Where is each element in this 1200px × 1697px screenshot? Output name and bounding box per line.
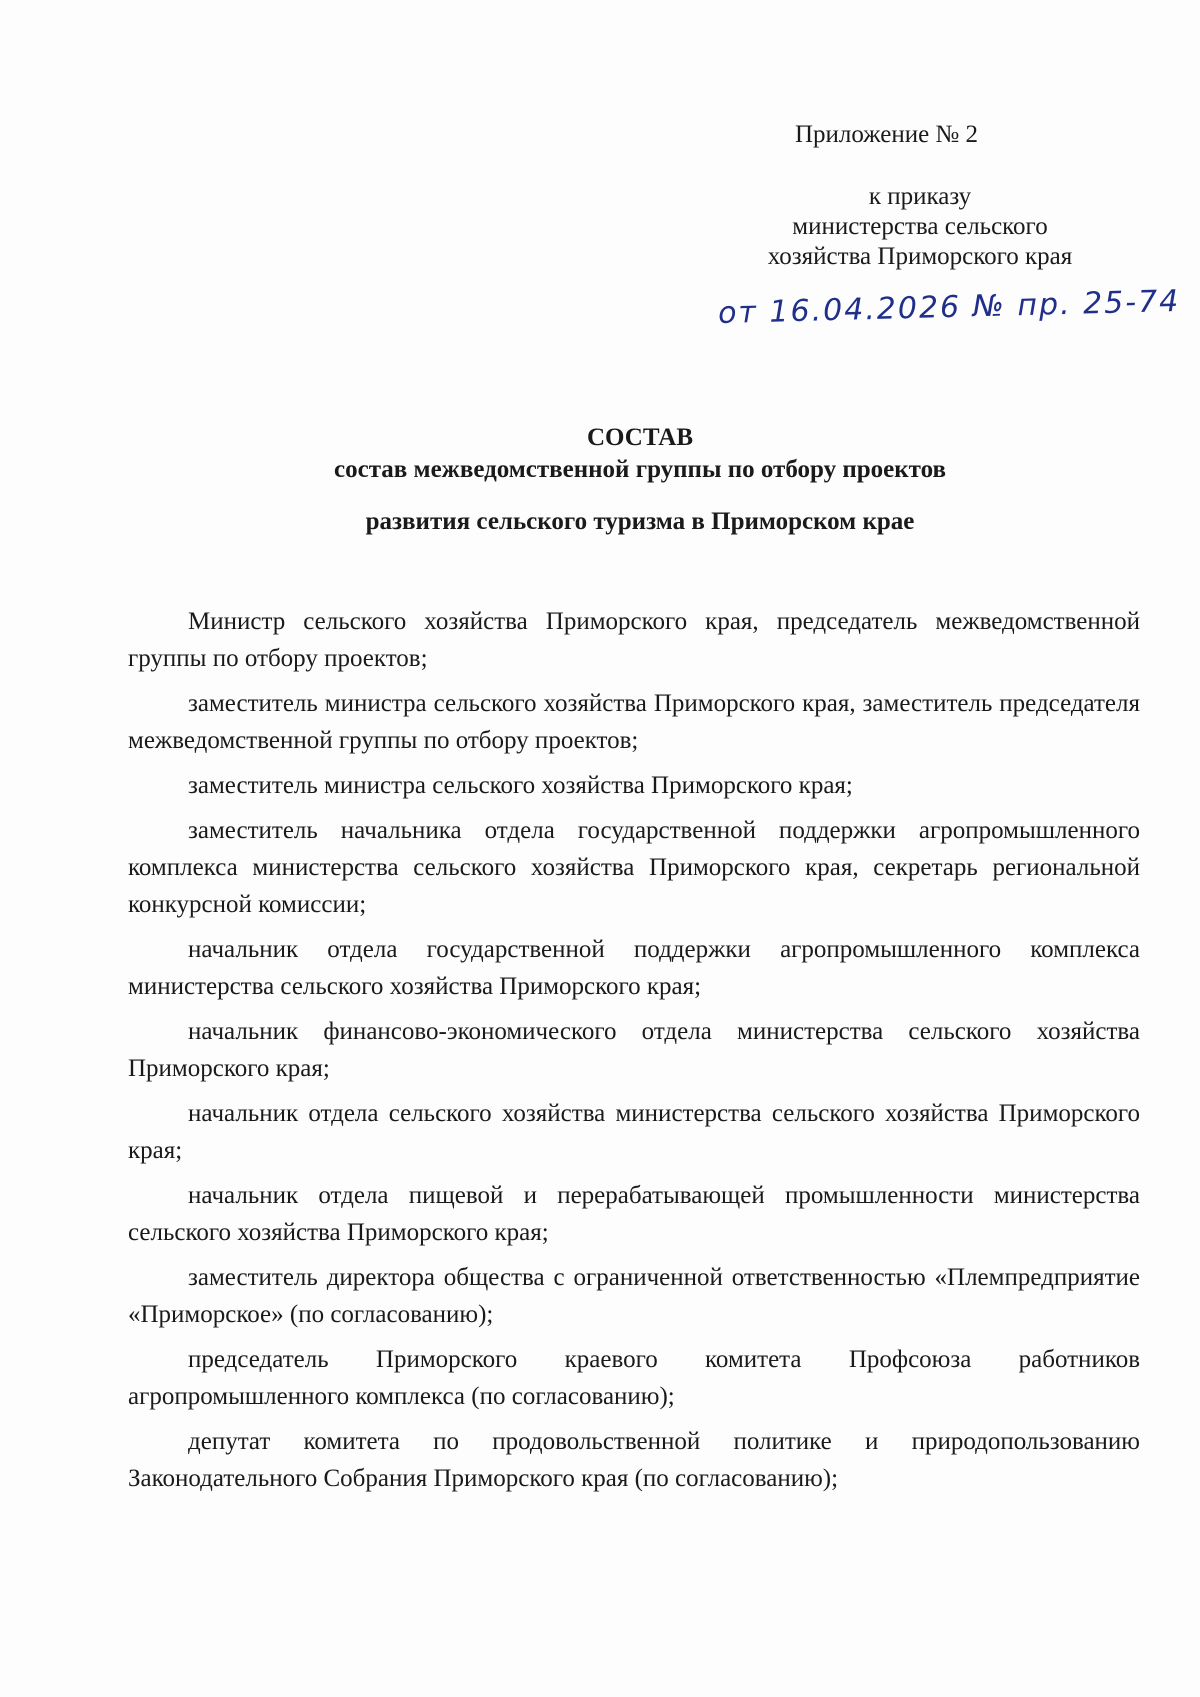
member-item: заместитель начальника отдела государственной поддержки агропромышленного комплекса министерства сельского хозяйства Приморского края, секретарь региональной конкурсной комиссии; — [128, 817, 1140, 918]
title-subtitle-1: состав межведомственной группы по отбору проектов — [334, 456, 946, 483]
order-line-1: к приказу — [868, 183, 972, 210]
member-item: заместитель министра сельского хозяйства Приморского края, заместитель председателя межведомственной группы по отбору проектов; — [128, 690, 1140, 754]
member-item: заместитель министра сельского хозяйства Приморского края; — [188, 772, 853, 799]
order-reference — [700, 182, 1140, 272]
member-item: заместитель директора общества с ограниченной ответственностью «Племпредприятие «Приморское» (по согласованию); — [128, 1264, 1140, 1328]
appendix-number: Приложение № 2 — [795, 121, 979, 148]
member-item: депутат комитета по продовольственной политике и природопользованию Законодательного Собрания Приморского края (по согласованию); — [128, 1428, 1140, 1492]
handwritten-order-date: от 16.04.2026 № пр. 25-74 — [717, 283, 1181, 332]
member-item: начальник отдела пищевой и перерабатывающей промышленности министерства сельского хозяйства Приморского края; — [128, 1182, 1140, 1246]
member-item: начальник отдела сельского хозяйства министерства сельского хозяйства Приморского края; — [128, 1100, 1140, 1164]
member-item: начальник финансово-экономического отдела министерства сельского хозяйства Приморского края; — [128, 1018, 1140, 1082]
members-list — [128, 603, 1140, 1505]
order-line-3: хозяйства Приморского края — [767, 243, 1073, 270]
title-main: СОСТАВ — [586, 424, 694, 451]
title-subtitle-2: развития сельского туризма в Приморском крае — [365, 508, 915, 535]
member-item: начальник отдела государственной поддержки агропромышленного комплекса министерства сельского хозяйства Приморского края; — [128, 936, 1140, 1000]
order-line-2: министерства сельского — [792, 213, 1048, 240]
member-item: председатель Приморского краевого комитета Профсоюза работников агропромышленного комплекса (по согласованию); — [128, 1346, 1140, 1410]
member-item: Министр сельского хозяйства Приморского края, председатель межведомственной группы по отбору проектов; — [128, 608, 1140, 672]
document-title — [200, 422, 1080, 538]
